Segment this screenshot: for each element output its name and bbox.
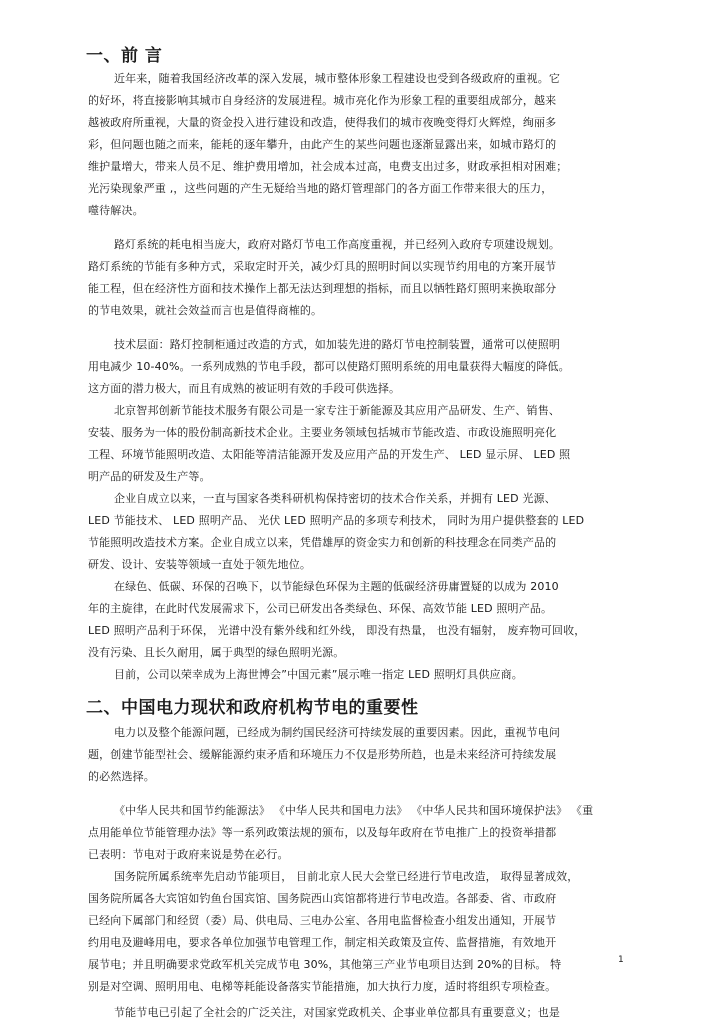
text-line: LED 节能技术、 LED 照明产品、 光伏 LED 照明产品的多项专利技术， 同时为用户提供整套的 LED [88,514,585,527]
text-line: 用电减少 10-40%。一系列成熟的节电手段，都可以使路灯照明系统的用电量获得大幅度的降低。 [88,360,570,373]
text-line: LED 照明产品利于环保， 光谱中没有紫外线和红外线， 即没有热量， 也没有辐射， 废弃物可回收， [88,624,586,637]
section2-title: 二、中国电力现状和政府机构节电的重要性 [86,698,419,718]
text-line: 研发、设计、安装等领域一直处于领先地位。 [88,558,311,571]
text-line: 展节电；并且明确要求党政军机关完成节电 30%，其他第三产业节电项目达到 20%的目标。 特 [88,958,562,971]
text-line: 北京智邦创新节能技术服务有限公司是一家专注于新能源及其应用产品研发、生产、销售、 [114,404,560,417]
text-line: 越被政府所重视，大量的资金投入进行建设和改造，使得我们的城市夜晚变得灯火辉煌，绚丽多 [88,116,557,129]
text-line: 的节电效果，就社会效益而言也是值得商榷的。 [88,304,323,317]
text-line: 的好坏，将直接影响其城市自身经济的发展进程。城市亮化作为形象工程的重要组成部分，越来 [88,94,557,107]
text-line: 明产品的研发及生产等。 [88,470,211,483]
text-line: 近年来，随着我国经济改革的深入发展，城市整体形象工程建设也受到各级政府的重视。它 [114,72,560,85]
text-line: 能工程，但在经济性方面和技术操作上都无法达到理想的指标，而且以牺牲路灯照明来换取部分 [88,282,557,295]
text-line: 已表明：节电对于政府来说是势在必行。 [88,848,289,861]
text-line: 年的主旋律，在此时代发展需求下，公司已研发出各类绿色、环保、高效节能 LED 照明产品。 [88,602,553,615]
text-line: 目前，公司以荣幸成为上海世博会”中国元素”展示唯一指定 LED 照明灯具供应商。 [114,668,523,681]
text-line: 节能照明改造技术方案。企业自成立以来，凭借雄厚的资金实力和创新的科技理念在同类产品的 [88,536,557,549]
text-line: 工程、环境节能照明改造、太阳能等清洁能源开发及应用产品的开发生产、 LED 显示屏、 LED 照 [88,448,571,461]
text-line: 彩，但问题也随之而来，能耗的逐年攀升，由此产生的某些问题也逐渐显露出来，如城市路灯的 [88,138,557,151]
text-line: 企业自成立以来，一直与国家各类科研机构保持密切的技术合作关系，并拥有 LED 光源、 [114,492,556,505]
text-line: 光污染现象严重 ,，这些问题的产生无疑给当地的路灯管理部门的各方面工作带来很大的压力， [88,182,553,195]
text-line: 安装、服务为一体的股份制高新技术企业。主要业务领域包括城市节能改造、市政设施照明亮化 [88,426,557,439]
text-line: 这方面的潜力极大，而且有成熟的被证明有效的手段可供选择。 [88,382,401,395]
text-line: 路灯系统的耗电相当庞大，政府对路灯节电工作高度重视，并已经列入政府专项建设规划。 [114,238,560,251]
text-line: 已经向下属部门和经贸（委）局、供电局、三电办公室、各用电监督检查小组发出通知，开展节 [88,914,557,927]
text-line: 的必然选择。 [88,770,155,783]
text-line: 路灯系统的节能有多种方式，采取定时开关，减少灯具的照明时间以实现节约用电的方案开展节 [88,260,557,273]
text-line: 噬待解决。 [88,204,144,217]
text-line: 在绿色、低碳、环保的召唤下，以节能绿色环保为主题的低碳经济毋庸置疑的以成为 2010 [114,580,559,593]
text-line: 题，创建节能型社会、缓解能源约束矛盾和环境压力不仅是形势所趋，也是未来经济可持续发展 [88,748,557,761]
text-line: 点用能单位节能管理办法》等一系列政策法规的颁布，以及每年政府在节电推广上的投资举措都 [88,826,557,839]
text-line: 国务院所属系统率先启动节能项目， 目前北京人民大会堂已经进行节电改造， 取得显著成效， [114,870,579,883]
text-line: 国务院所属各大宾馆如钓鱼台国宾馆、国务院西山宾馆都将进行节电改造。各部委、省、市政府 [88,892,557,905]
text-line: 技术层面：路灯控制柜通过改造的方式，如加装先进的路灯节电控制装置，通常可以使照明 [114,338,560,351]
text-line: 别是对空调、照明用电、电梯等耗能设备落实节能措施，加大执行力度，适时将组织专项检查。 [88,980,557,993]
section1-title: 一、前 言 [86,46,163,66]
text-line: 节能节电已引起了全社会的广泛关注，对国家党政机关、企事业单位都具有重要意义；也是 [114,1006,560,1019]
page-number: 1 [618,955,624,965]
text-line: 《中华人民共和国节约能源法》 《中华人民共和国电力法》 《中华人民共和国环境保护法》 《重 [114,804,594,817]
text-line: 电力以及整个能源问题，已经成为制约国民经济可持续发展的重要因素。因此，重视节电问 [114,726,560,739]
text-line: 没有污染、且长久耐用，属于典型的绿色照明光源。 [88,646,345,659]
text-line: 维护量增大，带来人员不足、维护费用增加，社会成本过高，电费支出过多，财政承担相对困难； [88,160,568,173]
text-line: 约用电及避峰用电，要求各单位加强节电管理工作，制定相关政策及宣传、监督措施，有效地开 [88,936,557,949]
